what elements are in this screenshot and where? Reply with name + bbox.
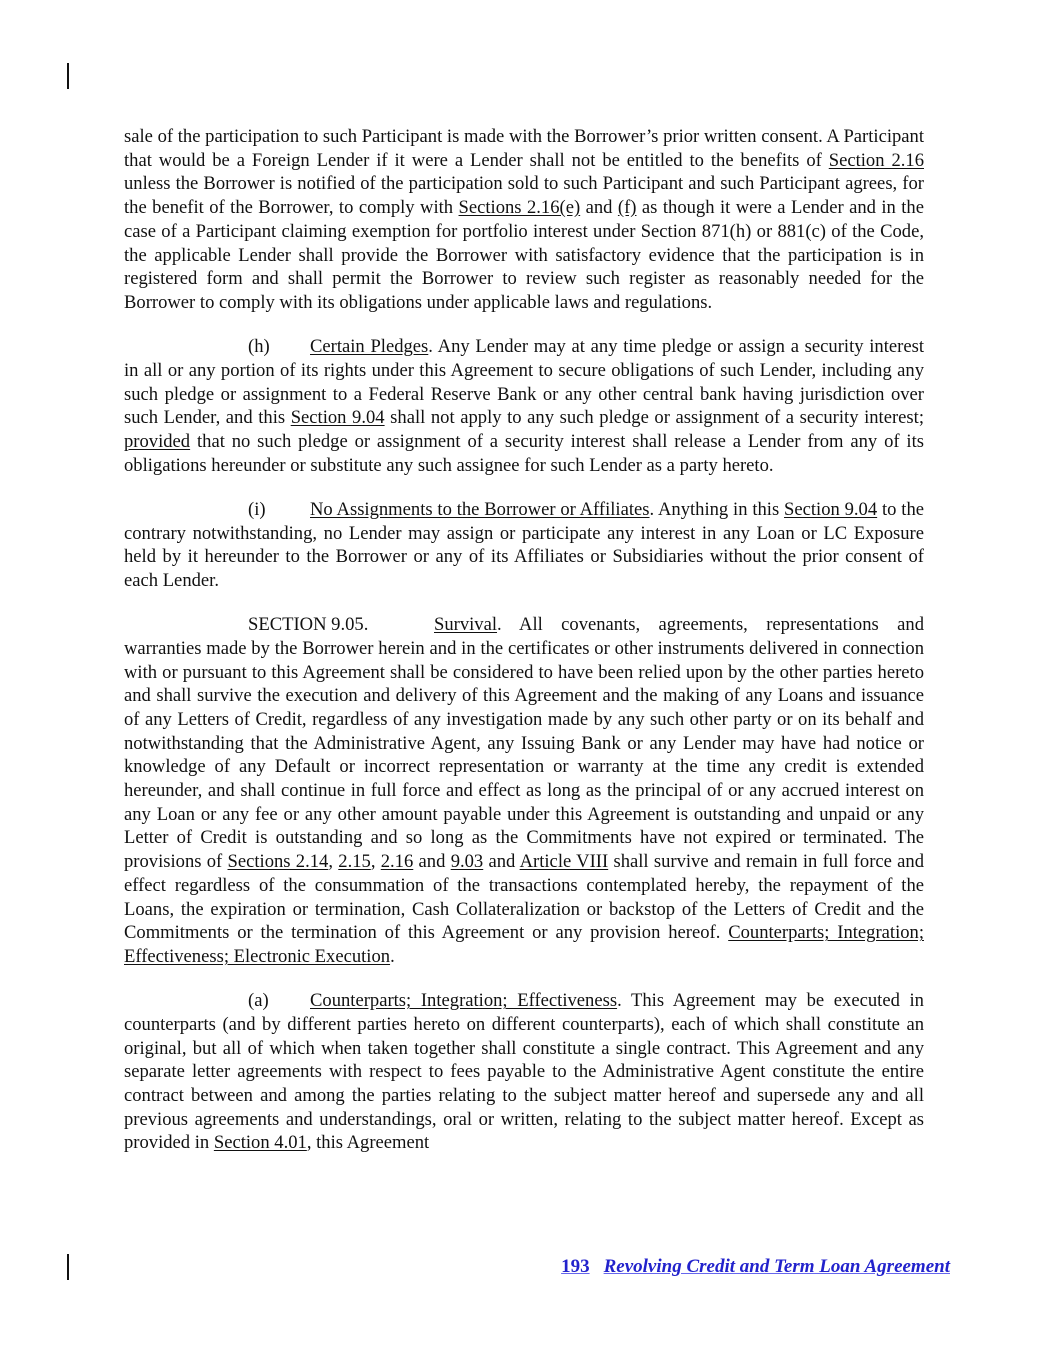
clause-heading: Certain Pledges [310, 336, 429, 358]
paragraph-certain-pledges: (h) Certain Pledges. Any Lender may at any time pledge or assign a security interest in all or any portion of its rights under this Agreement to secure obligations of such Lender, including any such pledge or assignment to a Federal Reserve Bank or any other central bank having jurisdiction over such Lender, and this Section 9.04 shall not apply to any such pledge or assignment of a security interest; provided that no such pledge or assignment of a security interest shall release a Lender from any of its obligations hereunder or substitute any such assignee for such Lender as a party hereto. [124, 336, 924, 476]
link-article-viii[interactable]: Article VIII [519, 851, 609, 873]
paragraph-participation: sale of the participation to such Participant is made with the Borrower’s prior written consent. A Participant that would be a Foreign Lender if it were a Lender shall not be entitled to the benefits of Section 2.16 unless the Borrower is notified of the participation sold to such Participant and such Participant agrees, for the benefit of the Borrower, to comply with Sections 2.16(e) and (f) as though it were a Lender and in the case of a Participant claiming exemption for portfolio interest under Section 871(h) or 881(c) of the Code, the applicable Lender shall provide the Borrower with satisfactory evidence that the participation is in registered form and shall permit the Borrower to review such register as reasonably needed for the Borrower to comply with its obligations under applicable laws and regulations. [124, 126, 924, 313]
link-sections-2-16e[interactable]: Sections 2.16(e) [458, 197, 581, 219]
clause-heading: No Assignments to the Borrower or Affiliates [310, 498, 650, 520]
link-section-9-04[interactable]: Section 9.04 [784, 498, 878, 520]
page-footer [561, 1256, 950, 1278]
paragraph-counterparts: (a) Counterparts; Integration; Effectiveness. This Agreement may be executed in counterparts (and by different parties hereto on different counterparts), each of which shall constitute an original, but all of which when taken together shall constitute a single contract. This Agreement and any separate letter agreements with respect to fees payable to the Administrative Agent constitute the entire contract between and among the parties relating to the subject matter hereof and supersede any and all previous agreements and understandings, oral or written, relating to the subject matter hereof. Except as provided in Section 4.01, this Agreement [124, 990, 924, 1154]
link-section-4-01[interactable]: Section 4.01 [213, 1132, 307, 1154]
change-bar-top [67, 63, 69, 89]
clause-label: (a) [248, 990, 269, 1012]
document-title-link[interactable]: Revolving Credit and Term Loan Agreement [603, 1256, 950, 1277]
link-2-15[interactable]: 2.15 [338, 851, 371, 873]
link-f[interactable]: (f) [617, 197, 637, 219]
paragraph-no-assignments: (i) No Assignments to the Borrower or Affiliates. Anything in this Section 9.04 to the contrary notwithstanding, no Lender may assign or participate any interest in any Loan or LC Exposure held by it hereunder to the Borrower or any of its Affiliates or Subsidiaries without the prior consent of each Lender. [124, 498, 924, 591]
provided-term: provided [124, 430, 191, 452]
clause-label: (i) [248, 498, 266, 520]
section-heading-counterparts: Counterparts; Integration; Effectiveness; Electronic Execution [124, 922, 924, 967]
link-sections-2-14[interactable]: Sections 2.14 [227, 851, 329, 873]
clause-label: (h) [248, 336, 270, 358]
clause-heading: Counterparts; Integration; Effectiveness [310, 990, 618, 1012]
link-2-16[interactable]: 2.16 [380, 851, 414, 873]
change-bar-bottom [67, 1254, 69, 1280]
link-9-03[interactable]: 9.03 [450, 851, 484, 873]
page-number[interactable]: 193 [561, 1256, 590, 1277]
link-section-2-16[interactable]: Section 2.16 [828, 149, 924, 171]
link-section-9-04[interactable]: Section 9.04 [290, 407, 385, 429]
section-heading: Survival [434, 614, 498, 636]
document-page [124, 125, 924, 1176]
section-label: SECTION 9.05. [248, 614, 369, 636]
paragraph-section-9-05-survival: SECTION 9.05. Survival. All covenants, agreements, representations and warranties made by the Borrower herein and in the certificates or other instruments delivered in connection with or pursuant to this Agreement shall be considered to have been relied upon by the other parties hereto and shall survive the execution and delivery of this Agreement and the making of any Loans and issuance of any Letters of Credit, regardless of any investigation made by any such other party or on its behalf and notwithstanding that the Administrative Agent, any Issuing Bank or any Lender may have had notice or knowledge of any Default or incorrect representation or warranty at the time any credit is extended hereunder, and shall continue in full force and effect as long as the principal of or any accrued interest on any Loan or any fee or any other amount payable under this Agreement is outstanding and unpaid or any Letter of Credit is outstanding and so long as the Commitments have not expired or terminated. The provisions of Sections 2.14, 2.15, 2.16 and 9.03 and Article VIII shall survive and remain in full force and effect regardless of the consummation of the transactions contemplated hereby, the repayment of the Loans, the expiration or termination, Cash Collateralization or backstop of the Letters of Credit and the Commitments or the termination of this Agreement or any provision hereof. Counterparts; Integration; Effectiveness; Electronic Execution. [124, 614, 925, 967]
